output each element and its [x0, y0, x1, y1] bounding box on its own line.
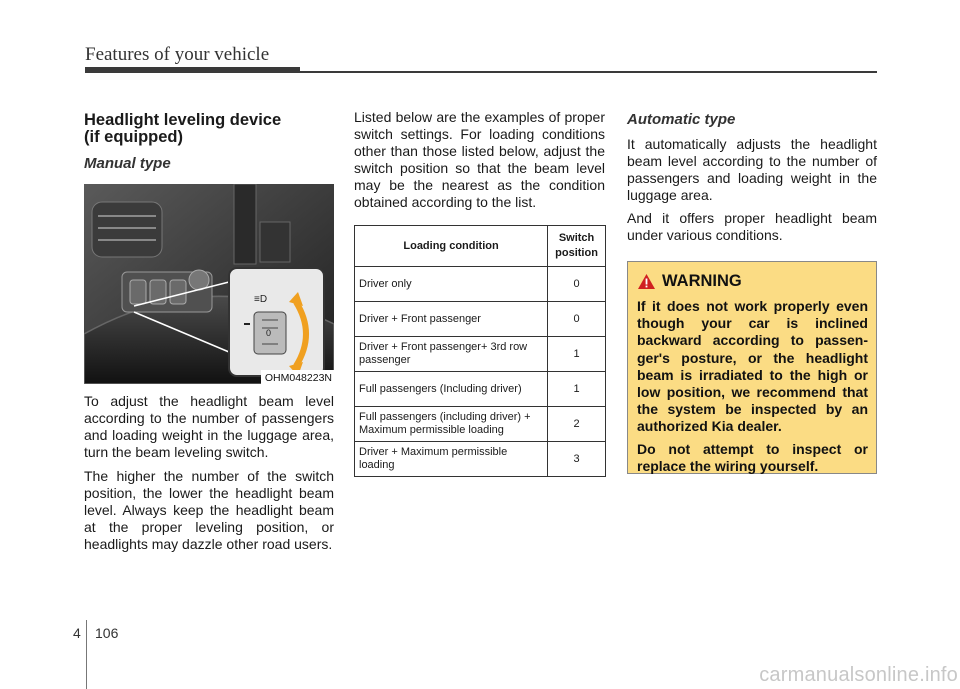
table-row	[355, 442, 606, 477]
loading-condition-cell: Driver only	[355, 267, 548, 302]
table-row	[355, 407, 606, 442]
warning-header	[637, 272, 868, 291]
table-header-row	[355, 226, 606, 267]
section-heading-line2: (if equipped)	[84, 128, 183, 146]
page-header-title: Features of your vehicle	[85, 44, 270, 65]
warning-triangle-icon	[637, 273, 656, 290]
watermark: carmanualsonline.info	[759, 664, 958, 686]
switch-position-cell: 3	[548, 442, 606, 477]
manual-type-heading: Manual type	[84, 155, 171, 172]
switch-position-cell: 1	[548, 372, 606, 407]
section-heading-line1: Headlight leveling device	[84, 111, 282, 129]
figure-caption: OHM048223N	[261, 370, 334, 384]
loading-condition-cell: Driver + Front passenger+ 3rd row passenger	[355, 337, 548, 372]
warning-text-2: Do not attempt to inspect or replace the wiring yourself.	[637, 440, 868, 474]
manual-paragraph-1: To adjust the headlight beam level according to the number of passengers and loading weight in the luggage area, turn the beam leveling switch.	[84, 393, 334, 460]
table-row	[355, 337, 606, 372]
column-middle	[354, 109, 605, 477]
column-left	[84, 112, 334, 553]
header-switch-position	[548, 226, 606, 267]
table-row	[355, 372, 606, 407]
warning-text-1: If it does not work properly even though your car is inclined backward according to passenger's posture, or the headlight beam is irradiated to the high or low position, we recommend that the system be inspected by an authorized Kia dealer.	[637, 298, 868, 435]
automatic-paragraph-2: And it offers proper headlight beam under various conditions.	[627, 210, 877, 243]
loading-condition-cell: Driver + Front passenger	[355, 302, 548, 337]
switch-position-cell: 1	[548, 337, 606, 372]
leveling-switch-figure	[84, 184, 334, 384]
section-heading	[84, 112, 334, 146]
table-row	[355, 302, 606, 337]
header-loading-condition: Loading condition	[355, 226, 548, 267]
automatic-paragraph-1: It automatically adjusts the headlight beam level according to the number of passengers and loading weight in the luggage area.	[627, 136, 877, 203]
column-right	[627, 111, 877, 474]
manual-paragraph-2: The higher the number of the switch position, the lower the headlight beam level. Always keep the headlight beam at the proper leveling position, or headlights may dazzle other road users.	[84, 468, 334, 552]
table-intro-paragraph: Listed below are the examples of proper switch settings. For loading conditions other than those listed below, adjust the switch position so that the beam level may be the nearest as the condition obtained according to the list.	[354, 109, 605, 210]
header-rule-thick	[85, 67, 300, 73]
switch-position-cell: 0	[548, 267, 606, 302]
svg-text:0: 0	[266, 328, 272, 338]
warning-box	[627, 261, 877, 474]
footer-divider	[86, 620, 87, 689]
loading-condition-table	[354, 225, 606, 477]
header-switch-line2: position	[555, 247, 598, 259]
table-row	[355, 267, 606, 302]
loading-condition-cell: Driver + Maximum permissible loading	[355, 442, 548, 477]
loading-condition-cell: Full passengers (Including driver)	[355, 372, 548, 407]
automatic-type-heading: Automatic type	[627, 111, 736, 128]
chapter-number: 4	[73, 625, 81, 641]
page-number: 106	[95, 625, 119, 641]
loading-condition-cell: Full passengers (including driver) + Maximum permissible loading	[355, 407, 548, 442]
switch-position-cell: 0	[548, 302, 606, 337]
warning-title: WARNING	[662, 272, 742, 290]
header-switch-line1: Switch	[558, 232, 595, 244]
switch-position-cell: 2	[548, 407, 606, 442]
svg-text:≡D: ≡D	[254, 294, 268, 305]
dashboard-illustration	[84, 184, 334, 384]
header-rule-thin	[300, 71, 877, 73]
